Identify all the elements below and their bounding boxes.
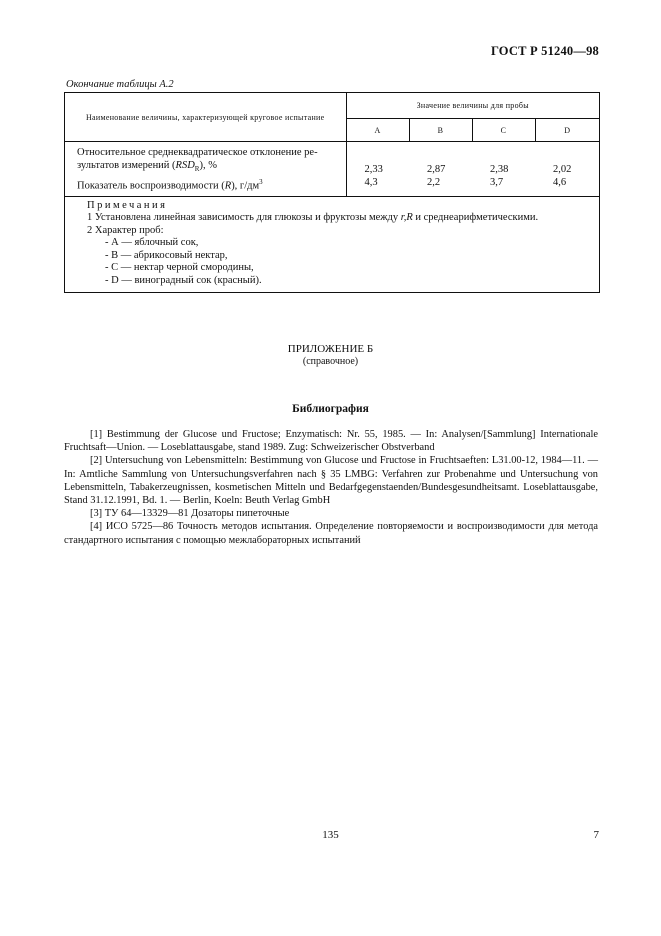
page-number: 135 [322,829,339,841]
cell-repro-c: 3,7 [490,177,504,189]
bibliography-title: Библиография [292,403,369,415]
data-table-frame [64,92,600,293]
bibliography-entry-3: [3] ТУ 64—13329—81 Дозаторы пипеточные [90,508,290,520]
bibliography-entry-4: [4] ИСО 5725—86 Точность методов испытания. Определение повторяемости и воспроизводимости для метода стандартного испытания с помощью межлабораторных испытаний [64,521,598,546]
row-name-rsd-suffix: ), % [199,160,217,171]
row-name-rsd-subscript: R [194,165,200,174]
row-name-rsd-line2-prefix: зультатов измерений ( [77,160,176,171]
appendix-subtitle: (справочное) [302,356,359,367]
bibliography-entry-1: [1] Bestimmung der Glucose und Fructose; Enzymatisch: Nr. 55, 1985. — In: Analysen/[Sammlung] Internationale Fruchtsaft—Union. — Loseblattausgabe, stand 1989. Zug: Schweizerischer Obstverband [64,429,598,454]
column-header-c: C [472,119,535,142]
note-1-prefix: 1 Установлена линейная зависимость для глюкозы и фруктозы между [87,212,401,224]
notes-title: Примечания [87,199,168,211]
row-name-repro-symbol: R [224,180,232,192]
note-item-d: - D — виноградный сок (красный). [105,274,262,286]
row-name-reproducibility [65,176,346,196]
note-1-symbols: r,R [400,212,413,224]
bibliography-list [64,428,598,547]
row-name-repro-prefix: Показатель воспроизводимости ( [77,180,225,192]
table-row-reproducibility [65,176,599,196]
note-1 [87,212,595,225]
row-name-rsd-line1: Относительное среднеквадратическое отклонение ре- [77,147,318,158]
bibliography-entry-2: [2] Untersuchung von Lebensmitteln: Bestimmung von Glucose und Fructose in Fruchtsaeften: L31.00-12, 1984—11. — In: Amtliche Sammlung von Untersuchungsverfahren nach § 35 LMBG: Verfahren zur Probenahme und Untersuchung von Lebensmitteln, Tabakerzeugnissen, kosmetischen Mitteln und Bedarfgegenstaenden/Bundesgesundheitsamt. Loseblattausgabe, Stand 31.12.1991, Bd. 1. — Berlin, Koeln: Beuth Verlag GmbH [64,455,598,507]
cell-rsd-c: 2,38 [490,164,509,176]
note-1-suffix: и среднеарифметическими. [412,212,539,224]
row-name-rsd [65,142,346,177]
column-header-a: A [346,119,409,142]
row-name-rsd-symbol: RSD [175,160,195,171]
cell-rsd-d: 2,02 [553,164,572,176]
cell-repro-d: 4,6 [553,177,567,189]
cell-repro-b: 2,2 [427,177,441,189]
row-name-repro-suffix: ), г/дм [231,180,260,192]
table-caption: Окончание таблицы А.2 [66,79,174,90]
note-item-a: - А — яблочный сок, [105,237,199,249]
table-group-header: Значение величины для пробы [346,93,599,119]
appendix-title: ПРИЛОЖЕНИЕ Б [287,343,374,355]
note-item-b: - В — абрикосовый нектар, [105,249,228,261]
table-left-header: Наименование величины, характеризующей круговое испытание [65,93,346,142]
document-code: ГОСТ Р 51240—98 [490,44,599,58]
sheet-number: 7 [593,829,599,841]
cell-rsd-a: 2,33 [364,164,383,176]
column-header-d: D [535,119,599,142]
note-item-c: - С — нектар черной смородины, [105,262,254,274]
data-table [65,93,599,196]
column-header-b: B [409,119,472,142]
table-notes [65,196,599,293]
note-2: 2 Характер проб: [87,224,164,236]
table-row-rsd [65,142,599,177]
cell-repro-a: 4,3 [364,177,378,189]
cell-rsd-b: 2,87 [427,164,446,176]
row-name-repro-superscript: 3 [259,178,263,187]
